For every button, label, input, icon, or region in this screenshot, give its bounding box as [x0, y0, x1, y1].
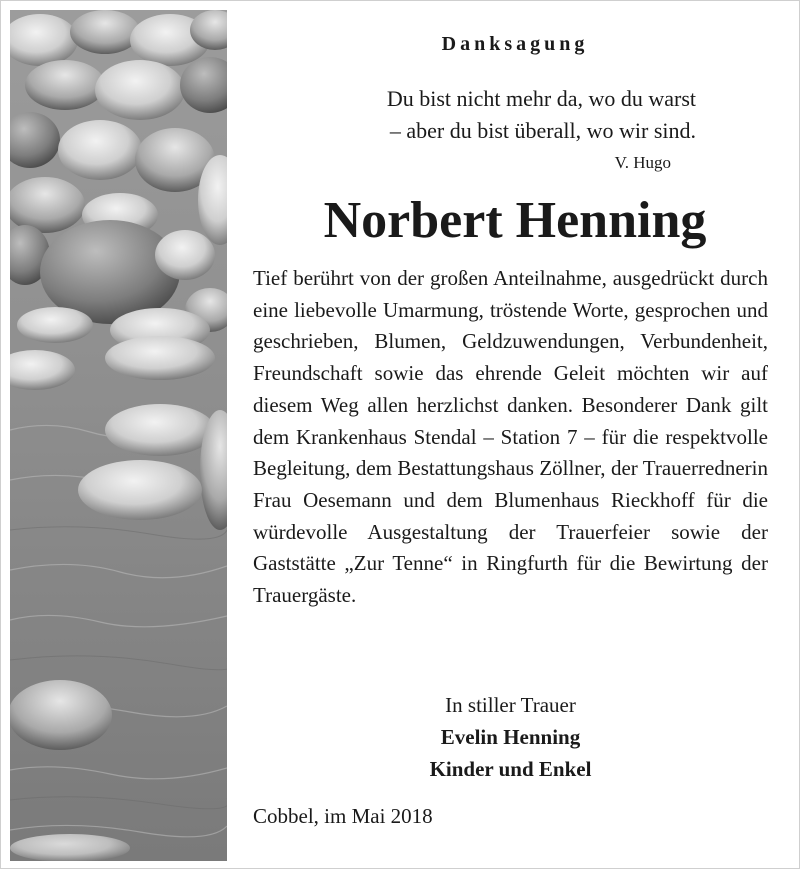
river-stones-photo [10, 10, 227, 861]
signatory-primary: Evelin Henning [440, 725, 581, 749]
signature-block [253, 689, 768, 785]
place-and-date: Cobbel, im Mai 2018 [253, 804, 433, 828]
quote-author: V. Hugo [614, 153, 671, 172]
mourning-line: In stiller Trauer [445, 693, 576, 717]
notice-heading: Danksagung [441, 33, 589, 55]
quote-line-1: Du bist nicht mehr da, wo du warst [386, 86, 696, 111]
quote-line-2: – aber du bist überall, wo wir sind. [389, 118, 696, 143]
signatory-family: Kinder und Enkel [429, 757, 592, 781]
thank-you-text: Tief berührt von der großen Anteilnahme, ausgedrückt durch eine liebevolle Umarmung, tröstende Worte, gesprochen und geschrieben, Blumen, Geldzuwendungen, Verbundenheit, Freundschaft sowie das ehrende Geleit möchten wir auf diesem Weg allen herzlichst danken. Besonderer Dank gilt dem Krankenhaus Stendal – Station 7 – für die respektvolle Begleitung, dem Bestattungshaus Zöllner, der Trauerrednerin Frau Oesemann und dem Blumenhaus Rieckhoff für die würdevolle Ausgestaltung der Trauerfeier sowie der Gaststätte „Zur Tenne“ in Ringfurth für die Bewirtung der Trauergäste. [253, 266, 768, 608]
deceased-name: Norbert Henning [323, 192, 707, 249]
